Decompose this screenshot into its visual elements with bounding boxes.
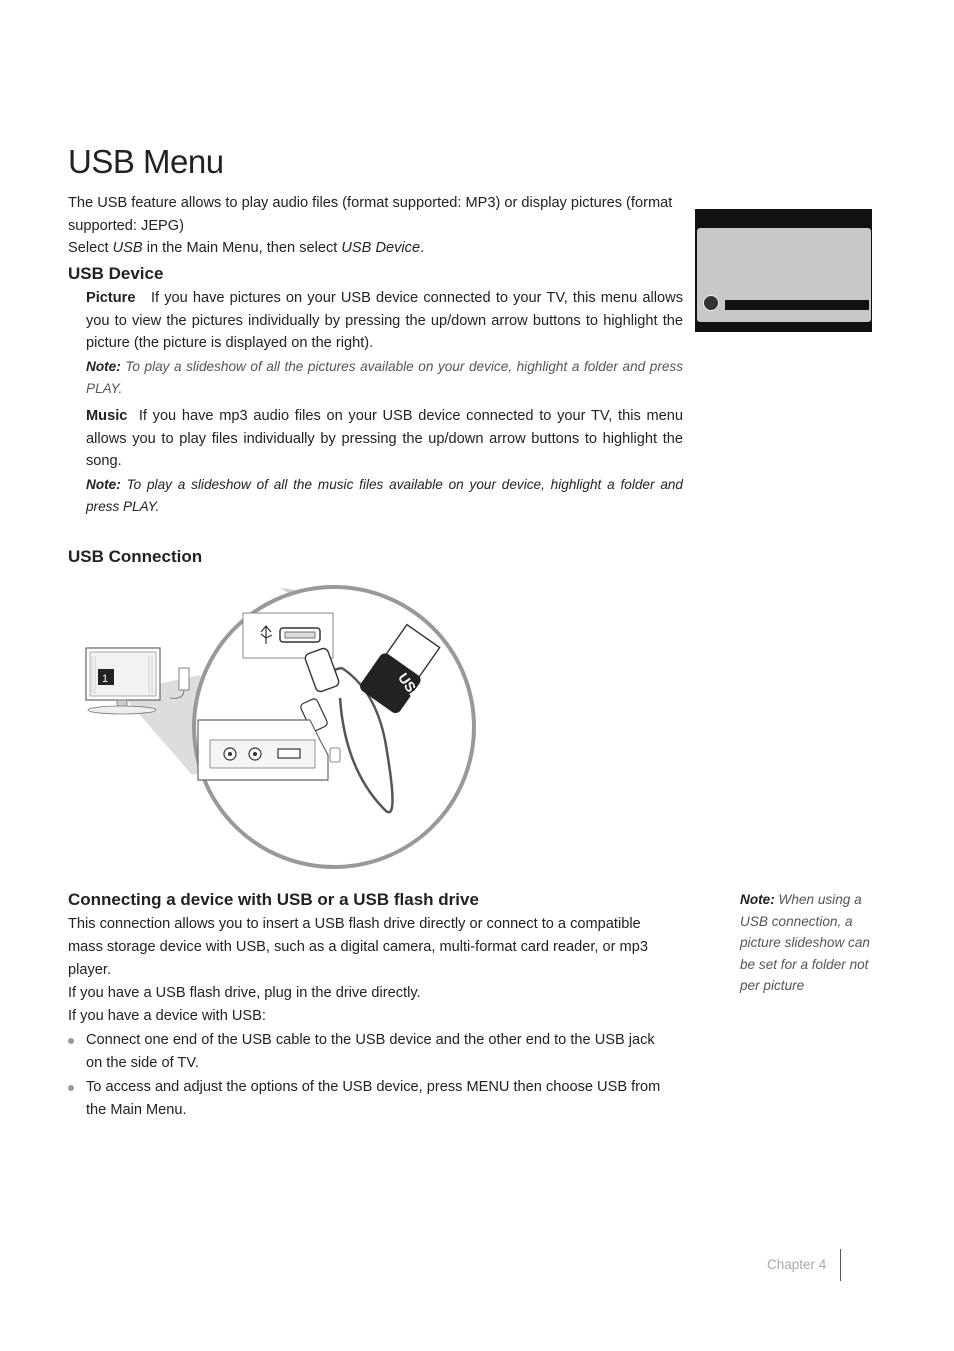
footer-chapter: Chapter 4 <box>767 1257 827 1272</box>
usb-device-heading: USB Device <box>68 264 164 283</box>
usb-connection-illustration <box>80 580 490 875</box>
connecting-para3: If you have a device with USB: <box>68 1008 266 1024</box>
select-device: USB Device <box>341 240 421 257</box>
usb-connection-heading: USB Connection <box>68 547 203 566</box>
usb-drive-label: USB <box>395 669 426 704</box>
picture-note-label: Note: <box>86 359 121 374</box>
side-note-label: Note: <box>740 892 775 907</box>
usb-menu-screenshot <box>695 209 872 332</box>
music-note-text: To play a slideshow of all the music files available on your device, highlight a folder and press PLAY. <box>86 477 683 514</box>
bullet-item <box>68 1076 673 1122</box>
menu-highlight-bar <box>725 300 869 310</box>
picture-paragraph <box>86 287 683 355</box>
bullet-text: Connect one end of the USB cable to the USB device and the other end to the USB jack on the side of TV. <box>86 1032 655 1071</box>
picture-text: If you have pictures on your USB device connected to your TV, this menu allows you to view the pictures individually by pressing the up/down arrow buttons to highlight the picture (the picture is displayed on the right). <box>86 290 683 352</box>
side-note <box>740 889 880 997</box>
picture-note <box>86 356 683 399</box>
side-note-text: When using a USB connection, a picture slideshow can be set for a folder not per picture <box>740 892 870 993</box>
intro-line: The USB feature allows to play audio files (format supported: MP3) or display pictures (format supported: JEPG) <box>68 195 673 234</box>
footer-divider <box>840 1249 841 1281</box>
bullet-dot <box>68 1038 74 1044</box>
connecting-heading: Connecting a device with USB or a USB flash drive <box>68 890 479 909</box>
picture-note-text: To play a slideshow of all the pictures available on your device, highlight a folder and press PLAY. <box>86 359 683 396</box>
step-number: 1 <box>102 673 109 685</box>
select-mid: in the Main Menu, then select <box>142 240 342 257</box>
music-label: Music <box>86 408 128 424</box>
connecting-body <box>68 913 673 1028</box>
usb-badge-icon <box>703 295 719 311</box>
connecting-para2: If you have a USB flash drive, plug in the drive directly. <box>68 985 421 1001</box>
select-pre: Select <box>68 240 113 257</box>
bullet-dot <box>68 1085 74 1091</box>
select-end: . <box>420 240 425 257</box>
music-paragraph <box>86 405 683 473</box>
music-note <box>86 474 683 517</box>
select-usb: USB <box>112 240 143 257</box>
music-note-label: Note: <box>86 477 121 492</box>
page-title: USB Menu <box>68 143 224 180</box>
picture-label: Picture <box>86 290 136 306</box>
intro-select-line <box>68 237 683 260</box>
music-text: If you have mp3 audio files on your USB device connected to your TV, this menu allows you to play files individually by pressing the up/down arrow buttons to highlight the song. <box>86 408 683 470</box>
connecting-para1: This connection allows you to insert a USB flash drive directly or connect to a compatible mass storage device with USB, such as a digital camera, multi-format card reader, or mp3 player. <box>68 916 648 978</box>
bullet-text: To access and adjust the options of the USB device, press MENU then choose USB from the Main Menu. <box>86 1079 661 1118</box>
bullet-item <box>68 1029 673 1075</box>
intro-text <box>68 192 683 260</box>
